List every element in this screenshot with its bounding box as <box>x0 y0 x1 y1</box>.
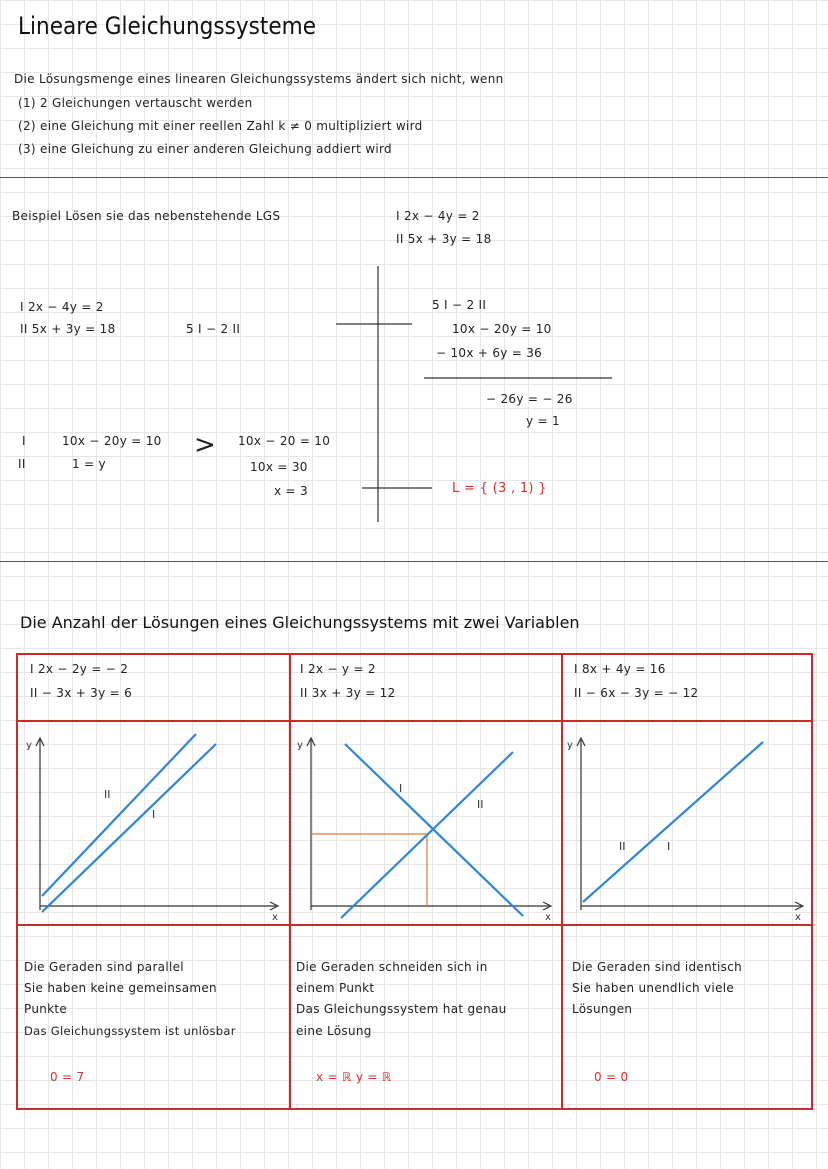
case3-label-II: II <box>619 840 626 853</box>
substitution-arrow: > <box>194 430 216 460</box>
intro-lead: Die Lösungsmenge eines linearen Gleichungssystems ändert sich nicht, wenn <box>14 72 504 86</box>
left-eq1: I 2x − 4y = 2 <box>20 300 104 314</box>
case2-desc-4: eine Lösung <box>296 1024 372 1038</box>
case2-desc-2: einem Punkt <box>296 981 375 995</box>
intro-item-3: (3) eine Gleichung zu einer anderen Gleichung addiert wird <box>18 142 392 156</box>
case2-x-axis-label: x <box>545 912 551 922</box>
intro-item-1: (1) 2 Gleichungen vertauscht werden <box>18 96 253 110</box>
case3-y-axis-label: y <box>567 740 573 751</box>
left-operation: 5 I − 2 II <box>186 322 241 336</box>
example-system-eq2: II 5x + 3y = 18 <box>396 232 492 246</box>
case3-eq1: I 8x + 4y = 16 <box>574 662 666 676</box>
case3-line <box>583 742 763 902</box>
solution-set: L = { (3 , 1) } <box>452 481 547 496</box>
case1-desc-2: Sie haben keine gemeinsamen <box>24 981 217 995</box>
case2-result: x = ℝ y = ℝ <box>316 1070 392 1084</box>
case2-desc-3: Das Gleichungssystem hat genau <box>296 1002 507 1016</box>
case1-eq1: I 2x − 2y = − 2 <box>30 662 129 676</box>
t-chart-lines <box>0 0 828 560</box>
section-title: Die Anzahl der Lösungen eines Gleichungssystems mit zwei Variablen <box>20 613 580 632</box>
case3-x-axis-label: x <box>795 912 801 922</box>
right-line3: − 26y = − 26 <box>486 392 573 406</box>
left-eq2: II 5x + 3y = 18 <box>20 322 116 336</box>
case1-eq2: II − 3x + 3y = 6 <box>30 686 133 700</box>
case2-desc-1: Die Geraden schneiden sich in <box>296 960 488 974</box>
case3-graph <box>563 722 811 922</box>
case1-desc-3: Punkte <box>24 1002 68 1016</box>
case2-label-I: I <box>399 782 403 795</box>
left-row4-eq: 1 = y <box>72 457 106 471</box>
case1-x-axis-label: x <box>272 912 278 922</box>
case1-desc-1: Die Geraden sind parallel <box>24 960 184 974</box>
case3-desc-3: Lösungen <box>572 1002 633 1016</box>
case1-result: 0 = 7 <box>50 1070 85 1084</box>
case2-y-axis-label: y <box>297 740 303 751</box>
right-line4: y = 1 <box>526 414 560 428</box>
case2-line-I <box>345 744 523 916</box>
case1-graph <box>18 722 288 922</box>
case2-graph <box>291 722 561 922</box>
left-sub2: 10x = 30 <box>250 460 308 474</box>
case1-y-axis-label: y <box>26 740 32 751</box>
case1-label-II: II <box>104 788 111 801</box>
case3-result: 0 = 0 <box>594 1070 629 1084</box>
case2-label-II: II <box>477 798 484 811</box>
case3-label-I: I <box>667 840 671 853</box>
left-row3-eq: 10x − 20y = 10 <box>62 434 162 448</box>
page-title: Lineare Gleichungssysteme <box>18 12 316 40</box>
left-row4-label: II <box>18 457 26 471</box>
case2-eq1: I 2x − y = 2 <box>300 662 376 676</box>
case3-eq2: II − 6x − 3y = − 12 <box>574 686 699 700</box>
case1-label-I: I <box>152 808 156 821</box>
left-sub3: x = 3 <box>274 484 308 498</box>
intro-item-2: (2) eine Gleichung mit einer reellen Zahl k ≠ 0 multipliziert wird <box>18 119 423 133</box>
right-line1: 10x − 20y = 10 <box>452 322 552 336</box>
case3-desc-1: Die Geraden sind identisch <box>572 960 743 974</box>
example-system-eq1: I 2x − 4y = 2 <box>396 209 480 223</box>
left-row3-label: I <box>22 434 26 448</box>
right-line2: − 10x + 6y = 36 <box>436 346 543 360</box>
case3-desc-2: Sie haben unendlich viele <box>572 981 735 995</box>
case1-line-I <box>42 744 216 912</box>
case2-eq2: II 3x + 3y = 12 <box>300 686 396 700</box>
divider-middle <box>0 561 828 562</box>
right-operation: 5 I − 2 II <box>432 298 487 312</box>
case1-line-II <box>42 734 196 896</box>
case1-desc-4: Das Gleichungssystem ist unlösbar <box>24 1024 236 1038</box>
example-prompt: Beispiel Lösen sie das nebenstehende LGS <box>12 209 281 223</box>
left-sub1: 10x − 20 = 10 <box>238 434 331 448</box>
